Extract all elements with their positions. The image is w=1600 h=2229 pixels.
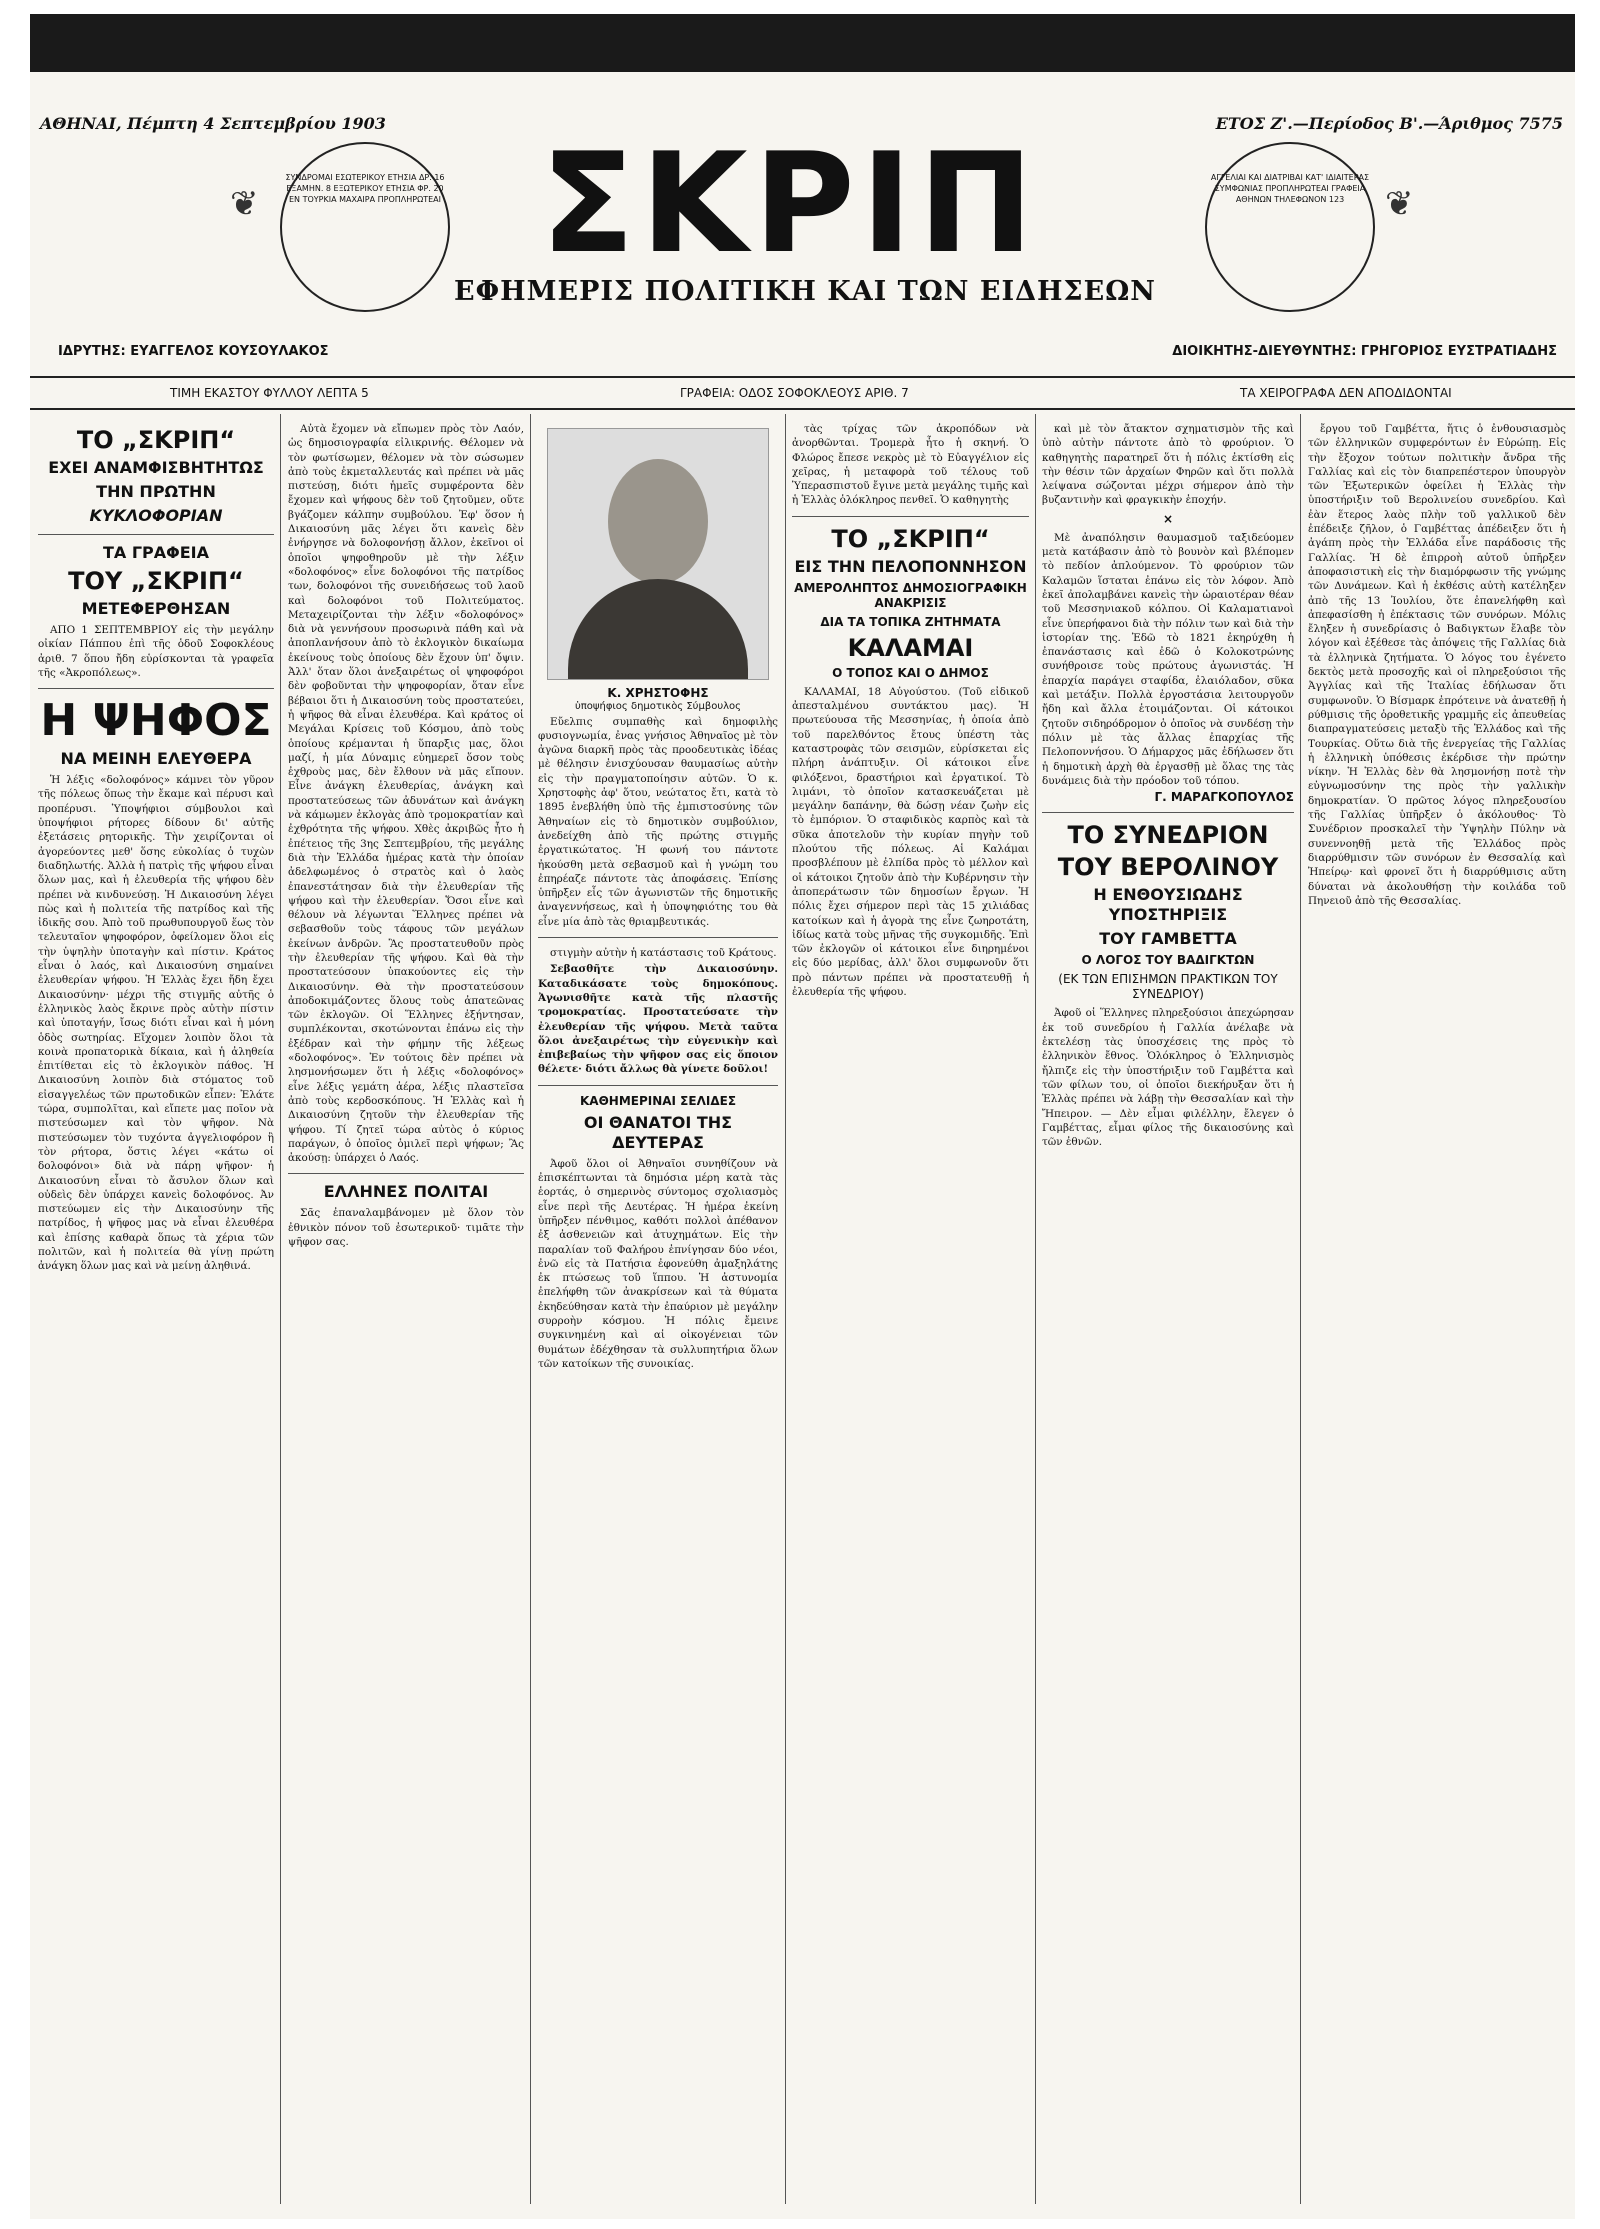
berlin-subhead: Η ΕΝΘΟΥΣΙΩΔΗΣ ΥΠΟΣΤΗΡΙΞΙΣ [1093, 885, 1243, 925]
daily-pages-label: ΚΑΘΗΜΕΡΙΝΑΙ ΣΕΛΙΔΕΣ [579, 1093, 737, 1108]
director-line: ΔΙΟΙΚΗΤΗΣ-ΔΙΕΥΘΥΝΤΗΣ: ΓΡΗΓΟΡΙΟΣ ΕΥΣΤΡΑΤΙΑΔΗΣ [1172, 344, 1557, 359]
column-5 [1042, 422, 1294, 2212]
section-rule [38, 534, 274, 535]
vote-article-continued: Αὐτὰ ἔχομεν νὰ εἴπωμεν πρὸς τὸν Λαόν, ὡς δημοσιογραφία εἰλικρινής. Θέλομεν νὰ τὸν φωτίσωμεν, θέλομεν νὰ τὸν σώσωμεν ἀπὸ τοὺς ἐκμεταλλευτάς καὶ πρέπει νὰ μᾶς πιστεύσῃ, διότι ἡμεῖς συμφέροντα δὲν ἔχομεν καὶ ψήφους δὲν τοῦ ζητοῦμεν, οὔτε βγάζομεν κάλπην συμβούλου. Ἐφ' ὅσον ἡ Δικαιοσύνη μᾶς λέγει ὅτι κανεὶς δὲν ἐνήργησε νὰ δολοφονήσῃ ἄλλον, ἐκεῖνοι οἱ ὁποῖοι ψηφοθηροῦν μὲ τὴν λέξιν «δολοφόνος» εἶνε δολοφόνοι τῆς πατρίδος των, δολοφόνοι τῆς συνειδήσεως τοῦ λαοῦ καὶ δολοφόνοι τοῦ Πολιτεύματος. Μεταχειρίζονται τὴν λέξιν «δολοφόνος» διὰ νὰ γεννήσουν προσωρινὰ πάθη καὶ νὰ ἀποπλανήσουν ἀπὸ τὸ ἐκλογικὸν δικαίωμα ἐκείνους τοὺς ὁποίους δὲν ἔχουν ὑπ' ὄψιν. Ἀλλ' ὅταν ὅλοι ἀνεξαιρέτως οἱ ψηφοφόροι δὲν φοβοῦνται τὴν ψηφοφορίαν, ὅταν εἶνε βέβαιοι ὅτι ἡ Δικαιοσύνη τοὺς προστατεύει, ἡ ψῆφος θὰ εἶναι ἐλευθέρα. Καὶ κράτος οἱ Μεγάλαι Κρίσεις τοῦ Κόσμου, ἀπὸ τοὺς ὁποίους κρέμανται ἡ ὕπαρξις μας, ὅλοι μαζί, ἡ μία Δύναμις εὐημερεῖ ὅσον τοὺς ἐχθροὺς μας, δὲν ἔλθουν νὰ μᾶς εἴπουν. Εἶνε ἀνάγκη ἐλευθερίας, ἀνάγκη καὶ προστατεύσεως τῶν ἀδυνάτων καὶ ἀνάγκη νὰ κάμωμεν ἐκλογὰς ἀπὸ τρομοκρατίαν καὶ ἐχθρότητα τῆς ψήφου. Χθὲς ἀκριβῶς ἦτο ἡ ἐπέτειος τῆς 3ης Σεπτεμβρίου, τῆς μεγάλης διὰ τὴν Ἑλλάδα ἡμέρας κατὰ τὴν ὁποίαν ἀδελφωμένος ὁ στρατὸς καὶ ὁ λαὸς ἐπανεστάτησαν διὰ τὴν ἐλευθερίαν τῆς ψήφου καὶ τὴν ἐλευθερίαν. Ὅσοι εἶνε καὶ θέλουν νὰ λέγωνται Ἕλληνες πρέπει νὰ σεβασθοῦν τοὺς τάφους τῶν μεγάλων ἐκείνων ἀνδρῶν. Ἂς προστατευθοῦν πρὸς τὴν ἐλευθερίαν τῆς ψήφου. Καὶ θὰ τὴν προστατεύσουν ὑπακούοντες εἰς τὴν Δικαιοσύνην. Θὰ τὴν προστατεύσουν ἀποδοκιμάζοντες ὅλους τοὺς ἀπατεῶνας τῶν ἐκλογῶν. Οἱ Ἕλληνες ἐξήντησαν, συμπλέκονται, σκοτώνονται ἐπάνω εἰς τὴν ἐξέδραν καὶ τὴν φήμην τῆς λέξεως «δολοφόνος». Ἐν τούτοις δὲν πρέπει νὰ λησμονήσωμεν ὅτι ἡ λέξις «δολοφόνος» εἶνε λέξις γεμάτη ἀέρα, λέξις πλαστεῖσα ἀπὸ τοὺς κερδοσκόπους. Ἡ Ἑλλὰς καὶ ἡ Δικαιοσύνη ζητοῦν τὴν ἐλευθερίαν τῆς ψήφου. Τί ζητεῖ τώρα αὐτὸς ὁ κύριος παράγων, ὁ ὁποῖος ὁμιλεῖ περὶ ψήφων; Ἂς ἀκούσῃ: ὑπάρχει ὁ Λαός. [288, 423, 524, 1165]
section-rule [38, 688, 274, 689]
column-divider [530, 414, 531, 2204]
promo-subhead: ΕΧΕΙ ΑΝΑΜΦΙΣΒΗΤΗΤΩΣ [48, 458, 264, 477]
deaths-headline: ΟΙ ΘΑΝΑΤΟΙ ΤΗΣ ΔΕΥΤΕΡΑΣ [583, 1112, 733, 1152]
column-2 [288, 422, 524, 2212]
scan-top-band [30, 14, 1575, 72]
portrait-subcaption: ὑποψήφιος δημοτικὸς Σύμβουλος [574, 701, 742, 713]
column-divider [1035, 414, 1036, 2204]
peloponnese-headline: ΤΟ „ΣΚΡΙΠ“ [831, 524, 990, 553]
peloponnese-headline: ΕΙΣ ΤΗΝ ΠΕΛΟΠΟΝΝΗΣΟΝ [794, 556, 1027, 576]
issue-number: ΕΤΟΣ Ζ'.—Περίοδος Β'.—Άριθμος 7575 [1215, 114, 1563, 133]
advertising-medallion: ΑΓΓΕΛΙΑΙ ΚΑΙ ΔΙΑΤΡΙΒΑΙ ΚΑΤ' ΙΔΙΑΙΤΕΡΑΣ ΣΥΜΦΩΝΙΑΣ ΠΡΟΠΛΗΡΩΤΕΑΙ ΓΡΑΦΕΙΑ ΑΘΗΝΩΝ ΤΗΛΕΦΩΝΟΝ 123 [1205, 142, 1375, 312]
kalamata-text-continued: Μὲ ἀναπόλησιν θαυμασμοῦ ταξιδεύομεν μετὰ κατάβασιν ἀπὸ τὸ βουνὸν καὶ βλέπομεν τὸ πεδίον ἀπλούμενον. Τὸ φρούριον τῶν Καλαμῶν ἵσταται ἐπάνω εἰς τὸν λόφον. Ἀπὸ ἐκεῖ ἀπολαμβάνει κανεὶς τὴν ὡραιοτέραν θέαν τοῦ Μεσσηνιακοῦ κόλπου. Οἱ Καλαματιανοὶ εἶνε ὑπερήφανοι διὰ τὴν πόλιν των καὶ διὰ τὴν ἱστορίαν της. Ἐδῶ τὸ 1821 ἐκηρύχθη ἡ ἐπανάστασις καὶ ἐδῶ ὁ Κολοκοτρώνης συνήθροισε τοὺς πρώτους ἀγωνιστάς. Ἡ ἐπαρχία παράγει σταφίδα, ἐλαιόλαδον, σῦκα καὶ μετάξιν. Πολλὰ ἐργοστάσια λειτουργοῦν ἤδη καὶ ἄλλα ἑτοιμάζονται. Οἱ κάτοικοι ζητοῦν σιδηρόδρομον ὁ ὁποῖος νὰ συνδέσῃ τὴν πόλιν μὲ τὰς ἄλλας ἐπαρχίας τῆς Πελοποννήσου. Ὁ Δήμαρχος μᾶς ἐδήλωσεν ὅτι ἡ δημοτικὴ ἀρχὴ θὰ ἐργασθῇ μὲ ὅλας της τὰς δυνάμεις διὰ τὴν πρόοδον τοῦ τόπου. [1042, 531, 1294, 787]
section-rule [792, 516, 1029, 517]
promo-headline: ΤΟ „ΣΚΡΙΠ“ [76, 426, 236, 454]
founder-line: ΙΔΡΥΤΗΣ: ΕΥΑΓΓΕΛΟΣ ΚΟΥΣΟΥΛΑΚΟΣ [58, 344, 329, 359]
deaths-text: Ἀφοῦ ὅλοι οἱ Ἀθηναῖοι συνηθίζουν νὰ ἐπισκέπτωνται τὰ δημόσια μέρη κατὰ τὰς ἑορτάς, ὁ σημερινὸς σύντομος σχολιασμὸς εἶνε περὶ τῆς Δευτέρας. Ἡ ἡμέρα ἐκείνη ὑπῆρξεν πένθιμος, καθότι πολλοὶ ἀπέθανον ἐξ ἀσθενειῶν καὶ ἀτυχημάτων. Εἰς τὴν παραλίαν τοῦ Φαλήρου ἐπνίγησαν δύο νέοι, ἐνῶ εἰς τὰ Πατήσια ἐφονεύθη ἀμαξηλάτης ἐκ πτώσεως τοῦ ἵππου. Ἡ ἀστυνομία ἐπελήφθη τῶν ἀνακρίσεων καὶ τὰ θύματα ἐκηδεύθησαν κατὰ τὴν ἐπαύριον μὲ μεγάλην συρροὴν κόσμου. Ἡ πόλις ἔμεινε συγκινημένη καὶ αἱ οἰκογένειαι τῶν θυμάτων ἐδέχθησαν τὰ συλλυπητήρια ὅλων τῶν κατοίκων τῆς συνοικίας. [538, 1157, 778, 1370]
offices-headline: ΜΕΤΕΦΕΡΘΗΣΑΝ [81, 599, 231, 618]
section-rule [288, 1173, 524, 1174]
kalamata-headline: ΚΑΛΑΜΑΙ [847, 633, 974, 662]
price-notice: ΤΙΜΗ ΕΚΑΣΤΟΥ ΦΥΛΛΟΥ ΛΕΠΤΑ 5 [170, 386, 369, 400]
office-address: ΓΡΑΦΕΙΑ: ΟΔΟΣ ΣΟΦΟΚΛΕΟΥΣ ΑΡΙΘ. 7 [680, 386, 909, 400]
slogan-text: στιγμὴν αὐτὴν ἡ κατάστασις τοῦ Κράτους. [550, 947, 777, 960]
author-signature: Γ. ΜΑΡΑΓΚΟΠΟΥΛΟΣ [1154, 790, 1294, 805]
dateline: ΑΘΗΝΑΙ, Πέμπτη 4 Σεπτεμβρίου 1903 [40, 114, 386, 133]
portrait-face [608, 459, 708, 584]
column-divider [785, 414, 786, 2204]
offices-headline: ΤΟΥ „ΣΚΡΙΠ“ [68, 567, 244, 595]
peloponnese-text: ΚΑΛΑΜΑΙ, 18 Αὐγούστου. (Τοῦ εἰδικοῦ ἀπεσταλμένου συντάκτου μας). Ἡ πρωτεύουσα τῆς Μεσσηνίας, ἡ ὁποία ἀπὸ τοῦ παρελθόντος ἔτους ὑπέστη τὰς καταστροφὰς τῶν σεισμῶν, εὑρίσκεται εἰς πλήρη ἀνάπτυξιν. Οἱ κάτοικοι εἶνε φιλόξενοι, δραστήριοι καὶ ἐργατικοί. Τὸ λιμάνι, τὸ ὁποῖον κατασκευάζεται μὲ μεγάλην δαπάνην, θὰ δώσῃ νέαν ζωὴν εἰς τὸ ἐμπόριον. Ὁ σταφιδικὸς καρπὸς καὶ τὰ σῦκα ἀποτελοῦν τὴν κυρίαν πηγὴν τοῦ πλούτου τῆς πόλεως. Αἱ Καλάμαι προσβλέπουν μὲ ἐλπίδα πρὸς τὸ μέλλον καὶ οἱ κάτοικοι ζητοῦν ἀπὸ τὴν Κυβέρνησιν τὴν ἀποπεράτωσιν τῶν δημοσίων ἔργων. Ἡ πόλις ἔχει σήμερον περὶ τὰς 15 χιλιάδας κατοίκων καὶ ἡ ἀγορὰ της εἶνε ζωηροτάτη, ἰδίως κατὰ τοὺς μῆνας τῆς συγκομιδῆς. Ἐπὶ τῶν ἐκλογῶν οἱ κάτοικοι εἶνε διηρημένοι εἰς δύο μερίδας, ἀλλ' ὅλοι συμφωνοῦν ὅτι πρὸ πάντων πρέπει νὰ προστατευθῇ ἡ ἐλευθερία τῆς ψήφου. [792, 685, 1029, 999]
promo-subhead: ΤΗΝ ΠΡΩΤΗΝ [96, 482, 216, 501]
appeal-items: Σεβασθῆτε τὴν Δικαιοσύνην. Καταδικάσατε τοὺς δημοκόπους. Ἀγωνισθῆτε κατὰ τῆς πλαστῆς τρομοκρατίας. Προστατεύσατε τὴν ἐλευθερίαν τῆς ψήφου. Μετὰ ταῦτα ὅλοι ἀνεξαιρέτως τὴν εὐγενικὴν καὶ ἐπιβεβαίως τὴν ψῆφον σας εἰς ὅποιον θέλετε· διότι ἄλλως θὰ γίνετε δοῦλοι! [538, 963, 778, 1076]
portrait-torso [568, 579, 748, 679]
peloponnese-subhead: ΔΙΑ ΤΑ ΤΟΠΙΚΑ ΖΗΤΗΜΑΤΑ [820, 614, 1001, 629]
section-rule [538, 1085, 778, 1086]
column-6 [1308, 422, 1566, 2212]
subscription-medallion: ΣΥΝΔΡΟΜΑΙ ΕΣΩΤΕΡΙΚΟΥ ΕΤΗΣΙΑ ΔΡ. 16 ΕΞΑΜΗΝ. 8 ΕΞΩΤΕΡΙΚΟΥ ΕΤΗΣΙΑ ΦΡ. 20 ΕΝ ΤΟΥΡΚΙΑ ΜΑΧΑΙΡΑ ΠΡΟΠΛΗΡΩΤΕΑΙ [280, 142, 450, 312]
article-continued: καὶ μὲ τὸν ἄτακτον σχηματισμὸν τῆς καὶ ὑπὸ αὐτὴν πάντοτε ἀπὸ τὸ φρούριον. Ὁ καθηγητὴς παρατηρεῖ ὅτι ἡ πόλις ἐκτίσθη εἰς τὴν θέσιν τῶν ἀρχαίων Φηρῶν καὶ ὅτι πολλὰ λείψανα σώζονται μέχρι σήμερον ἀπὸ τὴν βυζαντινὴν καὶ φραγκικὴν ἐποχήν. [1042, 423, 1294, 507]
masthead-title: ΣΚΡΙΠ [540, 123, 1040, 284]
column-1 [38, 422, 274, 2212]
section-separator-icon: × [1162, 511, 1174, 526]
kalamata-subhead: Ο ΤΟΠΟΣ ΚΑΙ Ο ΔΗΜΟΣ [832, 665, 989, 680]
berlin-source-note: (ΕΚ ΤΩΝ ΕΠΙΣΗΜΩΝ ΠΡΑΚΤΙΚΩΝ ΤΟΥ ΣΥΝΕΔΡΙΟΥ) [1058, 972, 1278, 1002]
citizens-text: Σᾶς ἐπαναλαμβάνομεν μὲ ὅλον τὸν ἐθνικὸν πόνον τοῦ ἐσωτερικοῦ· τιμᾶτε τὴν ψῆφον σας. [288, 1207, 524, 1249]
column-divider [280, 414, 281, 2204]
left-floral-ornament: ❦ [230, 184, 259, 224]
column-divider [1300, 414, 1301, 2204]
header-rule-top [30, 376, 1575, 378]
column-3 [538, 422, 778, 2212]
header-rule-bottom [30, 408, 1575, 410]
newspaper-page [30, 14, 1575, 2219]
berlin-subhead: Ο ΛΟΓΟΣ ΤΟΥ ΒΑΔΙΓΚΤΩΝ [1081, 953, 1255, 968]
masthead-subtitle: ΕΦΗΜΕΡΙΣ ΠΟΛΙΤΙΚΗ ΚΑΙ ΤΩΝ ΕΙΔΗΣΕΩΝ [454, 276, 1156, 307]
vote-subheadline: ΝΑ ΜΕΙΝΗ ΕΛΕΥΘΕΡΑ [60, 749, 252, 769]
citizens-headline: ΕΛΛΗΝΕΣ ΠΟΛΙΤΑΙ [323, 1182, 489, 1202]
article-continued: τὰς τρίχας τῶν ἀκροπόδων νὰ ἀνορθῶνται. Τρομερὰ ἦτο ἡ σκηνή. Ὁ Φλώρος ἔπεσε νεκρὸς μὲ τὸ Εὐαγγέλιον εἰς χεῖρας, ἡ μεταφορὰ τοῦ τέλους τοῦ Ὑπερασπιστοῦ ἔγινε μετὰ μεγάλης τιμῆς καὶ ἡ Ἑλλὰς ὁλόκληρος πενθεῖ. Ὁ καθηγητὴς [792, 423, 1029, 507]
berlin-text-continued: ἔργου τοῦ Γαμβέττα, ἥτις ὁ ἐνθουσιασμὸς τῶν ἑλληνικῶν συμφερόντων ἐν Εὐρώπῃ. Εἰς τὴν ἔξοχον τούτων πολιτικὴν ἄνδρα τῆς Γαλλίας καὶ εἰς τὸν διαπρεπέστερον ὑπουργὸν τῶν Ἐξωτερικῶν ὀφείλει ἡ Ἑλλὰς τὴν ὑποστήριξιν τοῦ Βερολινείου συνεδρίου. Καὶ ἐὰν ἕτερος λαὸς πλὴν τοῦ γαλλικοῦ δὲν ἐπέδειξε ζῆλον, ὁ Γαμβέττας ἀπέδειξεν ὅτι ἡ ἀγάπη πρὸς τὴν Ἑλλάδα εἶνε παράδοσις τῆς Γαλλίας. Ἡ δὲ ἐπιρροὴ αὐτοῦ ὑπῆρξεν ἀποφασιστικὴ εἰς τὴν διαμόρφωσιν τῆς γνώμης τῶν Δυνάμεων. Καὶ ἡ ἐκθέσις αὐτὴ κατέληξεν ἀπὸ τῆς 13 Ἰουλίου, ὅτε ἐπανελήφθη καὶ ἀπεφασίσθη ἡ ἐπέκτασις τῶν συνόρων. Μόλις ἔληξεν ἡ συνεδρίασις ὁ Βαδιγκτων ἔλαβε τὸν λόγον καὶ ἐξέθεσε τὰς ἀπόψεις τῆς Γαλλίας διὰ τὰ ἑλληνικὰ ζητήματα. Ὁ λόγος του ἐγένετο δεκτὸς μετὰ προσοχῆς καὶ οἱ πληρεξούσιοι τῆς Ἀγγλίας καὶ τῆς Ἰταλίας ἐδήλωσαν ὅτι συμφωνοῦν. Ὁ Βίσμαρκ ἐπρότεινε νὰ ἀνατεθῇ ἡ ρύθμισις τῆς ὁροθετικῆς γραμμῆς εἰς ἀπευθείας διαπραγματεύσεις μεταξὺ τῆς Ἑλλάδος καὶ τῆς Τουρκίας. Οὕτω διὰ τῆς ἐνεργείας τῆς Γαλλίας ἡ ἑλληνικὴ ὑπόθεσις ἐκέρδισε τὴν πρώτην νίκην. Ἡ Ἑλλὰς δὲν θὰ λησμονήσῃ ποτὲ τὴν εὐγνωμοσύνην της πρὸς τὴν γαλλικὴν δημοκρατίαν. Ὁ πρῶτος λόγος πληρεξουσίου τῆς Γαλλίας ὑπῆρξεν ὁ ἀκόλουθος· Τὸ Συνέδριον προσκαλεῖ τὴν Ὑψηλὴν Πύλην νὰ συνεννοηθῇ μετὰ τῆς Ἑλλάδος πρὸς διαρρύθμισιν τῶν συνόρων ἐν Θεσσαλίᾳ καὶ Ἠπείρῳ· καὶ φρονεῖ ὅτι ἡ διαρρύθμισις αὕτη δύναται νὰ ἀκολουθήσῃ τὴν κοιλάδα τοῦ Πηνειοῦ ἀπὸ τῆς Θεσσαλίας. [1308, 423, 1566, 907]
candidate-text: Εὔελπις συμπαθὴς καὶ δημοφιλὴς φυσιογνωμία, ἐνας γνήσιος Ἀθηναῖος μὲ τὸν ἀγῶνα διαρκῆ πρὸς τὰς προοδευτικὰς ἰδέας μὲ θέλησιν ἐνισχύουσαν θαυμασίως αὐτὴν εἰς τὴν πραγματοποίησιν αὐτῶν. Ὁ κ. Χρηστοφὴς ἀφ' ὅτου, νεώτατος ἔτι, κατὰ τὸ 1895 ἐνεβλήθη ὑπὸ τῆς ἐμπιστοσύνης τῶν Ἀθηναίων εἰς τὸ δημοτικὸν συμβούλιον, ἀνεδείχθη ἀπὸ τῆς πρώτης στιγμῆς ἐργατικώτατος. Ἡ φωνή του πάντοτε ἠκούσθη μετὰ σεβασμοῦ καὶ ἡ γνώμη του ἐπηρέαζε πάντοτε τὰς ἀποφάσεις. Ἐπίσης ὑπῆρξεν εἷς τῶν ἀγωνιστῶν τῆς δημοτικῆς ἀναγεννήσεως, καὶ ἡ ὑποψηφιότης του θὰ εἶνε μία ἀπὸ τὰς θριαμβευτικάς. [538, 715, 778, 928]
berlin-headline: ΤΟ ΣΥΝΕΔΡΙΟΝ [1067, 821, 1269, 850]
manuscripts-notice: ΤΑ ΧΕΙΡΟΓΡΑΦΑ ΔΕΝ ΑΠΟΔΙΔΟΝΤΑΙ [1240, 386, 1452, 400]
vote-article-text: Ἡ λέξις «δολοφόνος» κάμνει τὸν γῦρον τῆς πόλεως ὅπως τὴν ἔκαμε καὶ πέρυσι καὶ προπέρυσι. Ὑποψήφιοι σύμβουλοι καὶ ὑποψήφιοι ρήτορες δίδουν δι' αὐτῆς ἐξετάσεις ρητορικῆς. Τὴν χειρίζονται οἱ ἀγορεύοντες μεθ' ὅσης εὐκολίας ὁ τυχὼν διαδηλωτής. Ἀλλὰ ἡ πατρὶς τῆς ψήφου εἶναι ὅλων μας, καὶ ἡ ἐλευθερία τῆς ψήφου δὲν πρέπει νὰ κινδυνεύσῃ. Ἡ Δικαιοσύνη λέγει πὼς καὶ ἡ πολιτεία τῆς πατρίδος καὶ τῆς ἰδικῆς σου. Ἀπὸ τοῦ πρωθυπουργοῦ ἕως τὸν τελευταῖον ψηφοφόρον, ὀφείλομεν ὅλοι εἰς τὴν ὑψηλὴν ὑποταγὴν καὶ πίστιν. Κράτος εἶναι ὁ λαός, καὶ Δικαιοσύνη σημαίνει ἐλευθερίαν ψήφου. Ἡ Ἑλλὰς ἔχει ἤδη ἔχει Δικαιοσύνην· μέχρι τῆς στιγμῆς αὐτῆς ὁ ἑλληνικὸς λαὸς ἔκρινε πρὸς αὐτὴν πίστιν καὶ ὑποταγήν, ἴσως διότι εἶναι καὶ ἡ μόνη ὁδὸς σωτηρίας. Εἴχομεν λοιπὸν ὅλοι τὰ κοινὰ προπατορικὰ δίκαια, καὶ ἡ ἀληθεία ἐπιτίθεται εἰς τὸ ἐκλογικὸν πάθος. Ἡ Δικαιοσύνη λοιπὸν διὰ στόματος τοῦ εἰσαγγελέως τῶν πρωτοδικῶν εἶπεν: Ἐλάτε τώρα, συμπολῖται, καὶ εἴπετε μας ποῖον νὰ πιστεύσωμεν καὶ τὸν ψῆφον. Νὰ πιστεύσωμεν τὸν τυχόντα ἀγγελιοφόρον ἢ τὸν ρήτορα, ὅστις λέγει «κάτω οἱ δολοφόνοι» διὰ νὰ πάρῃ ψῆφον· ἡ Δικαιοσύνη εἶναι τὸ ἄσυλον ὅλων καὶ οὐδεὶς δὲν ὑπάρχει κανεὶς δολοφόνος. Ἀν πιστεύωμεν εἰς τὴν Δικαιοσύνην τῆς πατρίδος, ἡ ψῆφος μας νὰ εἶναι ἐλευθέρα καὶ ἐπίσης καθαρὰ ὅπως τὰ χέρια τῶν πολιτῶν, καὶ ἡ πολιτεία θὰ γίνῃ πρώτη ἀνάγκη ὅλων μας καὶ νὰ μείνῃ ἀληθινά. [38, 774, 274, 1273]
promo-subhead: ΚΥΚΛΟΦΟΡΙΑΝ [89, 506, 223, 525]
portrait-caption: Κ. ΧΡΗΣΤΟΦΗΣ [607, 686, 709, 700]
berlin-text: Ἀφοῦ οἱ Ἕλληνες πληρεξούσιοι ἀπεχώρησαν ἐκ τοῦ συνεδρίου ἡ Γαλλία ἀνέλαβε νὰ ἐκτελέσῃ τὰς ὑποσχέσεις της πρὸς τὸ ἑλληνικὸν ἔθνος. Ὁλόκληρος ὁ Ἑλληνισμὸς ἤλπιζε εἰς τὴν ὑποστήριξιν τοῦ Γαμβέττα καὶ τῶν φίλων του, οἱ ὁποῖοι διεκήρυξαν ὅτι ἡ Ἑλλὰς πρέπει νὰ λάβῃ τὴν Θεσσαλίαν καὶ τὴν Ἤπειρον. — Δὲν εἶμαι φιλέλλην, ἔλεγεν ὁ Γαμβέττας, εἶμαι φίλος τῆς δικαιοσύνης καὶ τῶν ἐθνῶν. [1042, 1007, 1294, 1149]
offices-text: ΑΠΟ 1 ΣΕΠΤΕΜΒΡΙΟΥ εἰς τὴν μεγάλην οἰκίαν Πάππου ἐπὶ τῆς ὁδοῦ Σοφοκλέους ἀριθ. 7 ὅπου ἤδη εὑρίσκονται τὰ γραφεῖα τῆς «Ἀκροπόλεως». [38, 624, 274, 679]
portrait-image [547, 428, 769, 680]
right-floral-ornament: ❦ [1385, 184, 1414, 224]
column-4 [792, 422, 1029, 2212]
peloponnese-subhead: ΑΜΕΡΟΛΗΠΤΟΣ ΔΗΜΟΣΙΟΓΡΑΦΙΚΗ ΑΝΑΚΡΙΣΙΣ [794, 580, 1027, 610]
berlin-subhead: ΤΟΥ ΓΑΜΒΕΤΤΑ [1099, 929, 1237, 949]
offices-headline: ΤΑ ΓΡΑΦΕΙΑ [102, 543, 210, 562]
section-rule [1042, 812, 1294, 813]
section-rule [538, 937, 778, 938]
vote-headline: Η ΨΗΦΟΣ [40, 695, 272, 747]
berlin-headline: ΤΟΥ ΒΕΡΟΛΙΝΟΥ [1057, 853, 1279, 882]
